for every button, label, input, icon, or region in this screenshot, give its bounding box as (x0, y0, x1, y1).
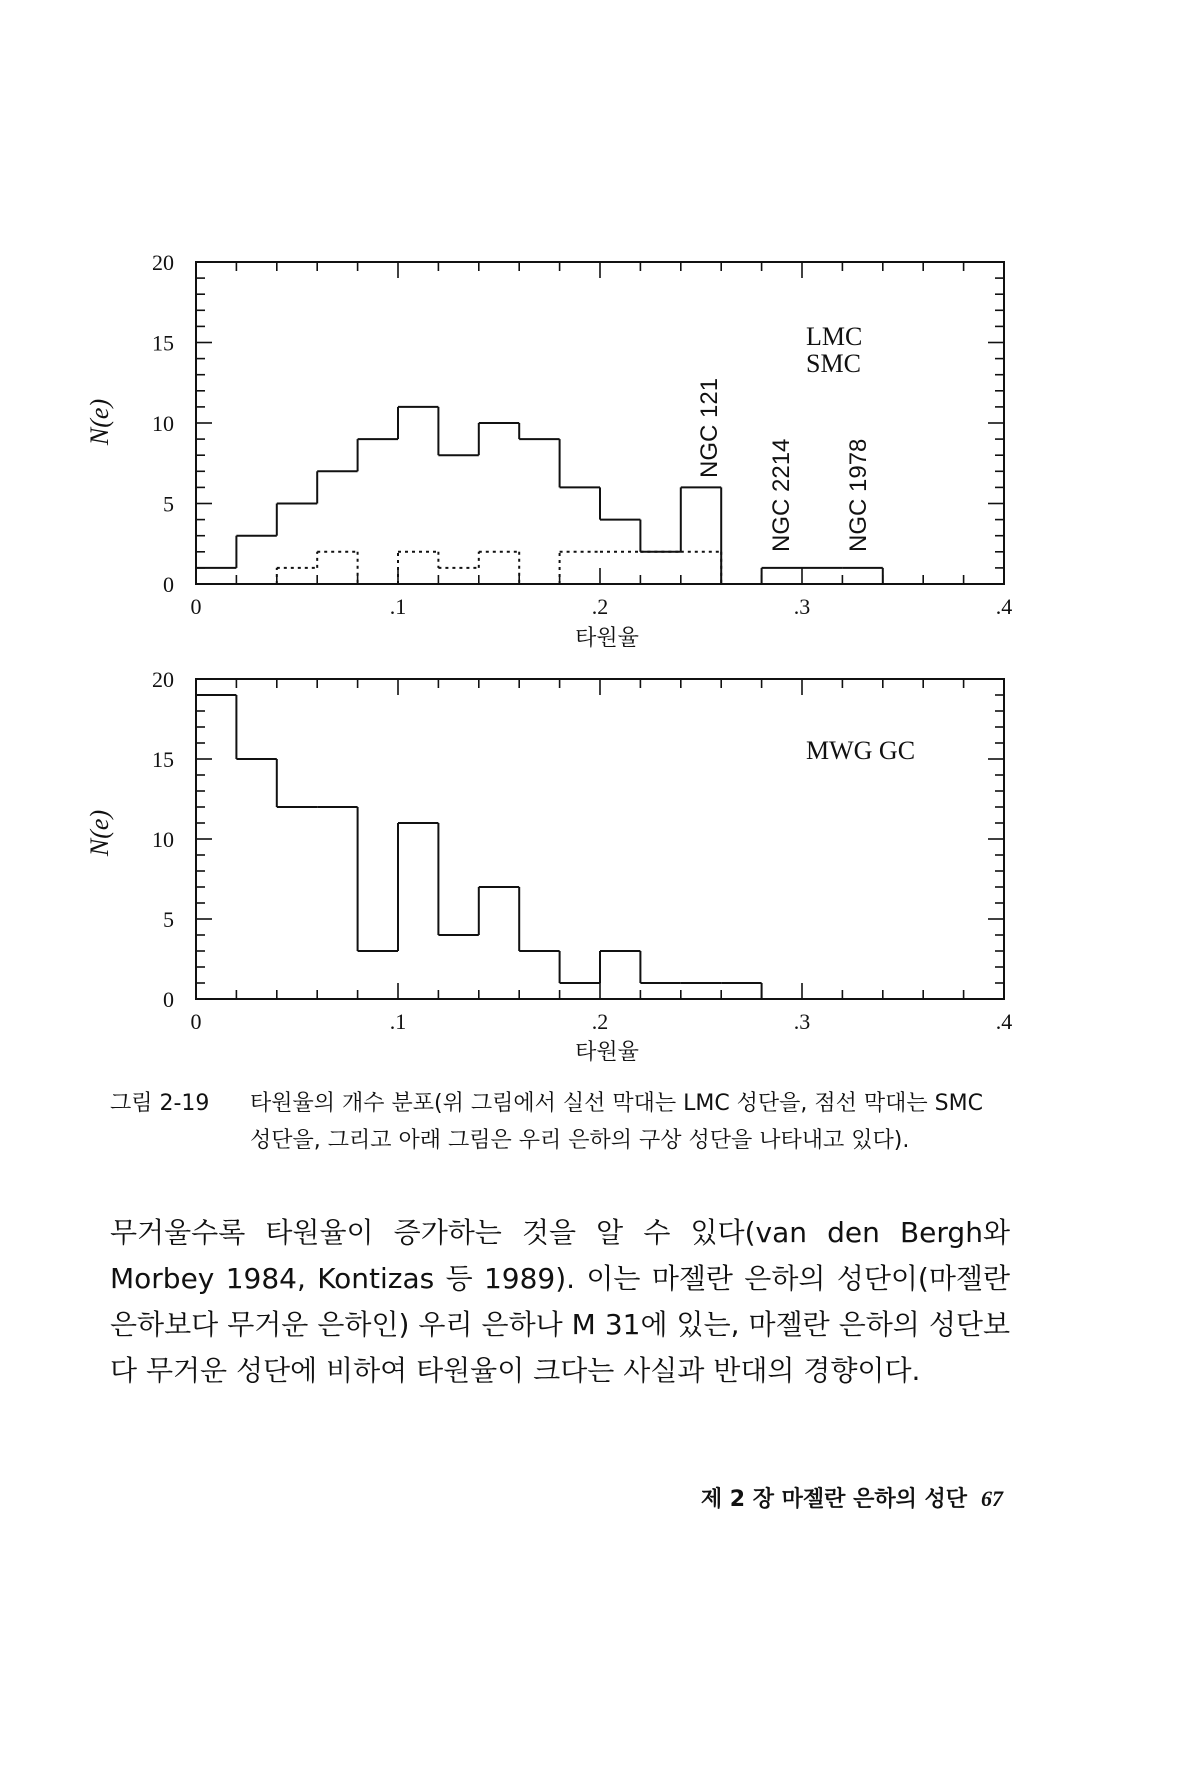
x-axis-label: 타원율 (575, 1040, 639, 1065)
annotation-ngc121: NGC 121 (696, 377, 723, 478)
y-tick-label: 5 (163, 491, 174, 517)
page-footer (701, 1482, 1003, 1513)
y-tick-label: 20 (152, 667, 174, 692)
y-tick-label: 15 (152, 330, 174, 356)
y-tick-label: 20 (152, 250, 174, 275)
x-tick-label: .3 (793, 1009, 811, 1034)
chart-lmc-smc (0, 0, 1193, 660)
legend-entry-smc: SMC (806, 349, 861, 378)
x-tick-label: .2 (591, 594, 609, 619)
x-tick-label: 0 (190, 594, 202, 619)
body-paragraph: 무거울수록 타원율이 증가하는 것을 알 수 있다(van den Bergh와 Morbey 1984, Kontizas 등 1989). 이는 마젤란 은하의 성단이(마젤란 은하보다 무거운 은하인) 우리 은하나 M 31에 있는, 마젤란 은하의 성단보다 무거운 성단에 비하여 타원율이 크다는 사실과 반대의 경향이다. (110, 1216, 1010, 1387)
x-tick-label: .2 (591, 1009, 609, 1034)
y-tick-label: 0 (163, 987, 174, 1012)
y-tick-label: 10 (152, 411, 174, 436)
x-tick-label: 0 (190, 1009, 202, 1034)
x-tick-label: .4 (995, 1009, 1013, 1034)
y-axis-label: N(e) (85, 398, 114, 446)
chapter-title: 제 2 장 마젤란 은하의 성단 (700, 1487, 967, 1512)
annotation-ngc2214: NGC 2214 (768, 438, 795, 552)
x-tick-label: .3 (793, 594, 811, 619)
legend-entry-lmc: LMC (806, 322, 863, 351)
y-tick-label: 10 (152, 827, 174, 852)
y-axis-label: N(e) (85, 809, 114, 857)
figure-caption (110, 1085, 1010, 1159)
y-tick-label: 15 (152, 747, 174, 772)
y-tick-label: 0 (163, 572, 174, 597)
y-tick-label: 5 (163, 907, 174, 932)
chart-mwg-gc (0, 655, 1193, 1075)
annotation-ngc1978: NGC 1978 (845, 438, 872, 552)
x-tick-label: .4 (995, 594, 1013, 619)
page-number: 67 (981, 1486, 1003, 1511)
x-tick-label: .1 (389, 1009, 407, 1034)
x-axis-label: 타원율 (575, 626, 639, 651)
plot-frame (196, 262, 1004, 584)
caption-label: 그림 2-19 (110, 1091, 210, 1116)
legend-entry-mwg-gc: MWG GC (806, 736, 916, 765)
x-tick-label: .1 (389, 594, 407, 619)
caption-text: 타원율의 개수 분포(위 그림에서 실선 막대는 LMC 성단을, 점선 막대는 SMC 성단을, 그리고 아래 그림은 우리 은하의 구상 성단을 나타내고 있다). (250, 1091, 983, 1153)
